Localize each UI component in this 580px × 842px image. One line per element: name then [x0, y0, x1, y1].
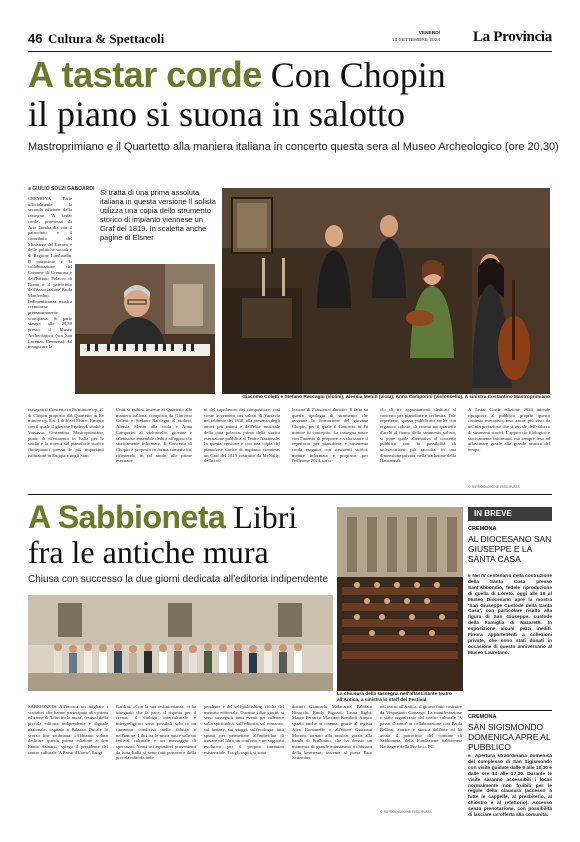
briefs-divider	[468, 710, 552, 711]
article1-col1-top: CREMONA Parte ufficialmente la seconda edizione della rassegna 'A tastar corde', promossa da Arte Lombardia con il patrocinio e il contributo del Ministero del Lavoro e delle politiche sociali e di Regione Lombardia. Il patrocinio e la collaborazione del Comune di Cremona e dell'Istituto Polacco di Roma e il patrocinio dell'Associazione Paola Manfredini. Indimenticanza musica cremonese prematuramente scomparsa. Si parte stasera alle 20,30 presso il Museo Archeologico (via San Lorenzo, Cremona). Ad inaugurare la	[28, 196, 72, 350]
brief1-text: Nel IV centenario della costruzione della Santa Casa presso Sant'Abbondio, fedele riproduzione di quella di Loreto, oggi alle 18 al Museo Diocesano apre la mostra 'San Giuseppe Custode della Santa Casa', con particolare risalto alla figura di San Giuseppe, custode della Famiglia di Nazareth. In esposizione alcuni pezzi inediti. Finora appartenenti a collezioni private, che sono stati donati in occasione di questo anniversario al Museo Lauretano.	[468, 574, 552, 656]
brief2-bullet-icon: ■	[468, 754, 475, 759]
article2-col2: Gardini. «Con la sua testimonianza, ci ha insegnato che la pace, il rispetto per il creato, il dialogo interculturale e intergreligioso sono possibili solo in un cammino condiviso nella fiducia e nell'amore. Libri tra le mura nasce solo un festival culturale e un messaggio di speranza». Venti sei espositori provenienti da tutta Italia si sono fatti portavoce della piccola editoria indi-	[116, 704, 196, 761]
briefs-header-label: IN BREVE	[474, 509, 512, 518]
article2-photo-caption: La chiusura della rassegna nell'affascinante teatro all'Antica, a sinistra lo staff del Festival	[337, 692, 452, 703]
article1-col6: A Tastar Corde edizione 2024 intende riproporre al pubblico proprio questo contesto esecutivo, reso ancor più vivo da un'interpretazione che si avvale dell'utilizzo di strumenti storici. L'approccio filologico e storicamente informato, ma sempre teso ad affascinare grazie alla grande musica del tempo.	[468, 407, 550, 452]
article1-subtitle: Mastroprimiano e il Quartetto alla maniera italiana in concerto questa sera al Museo Archeologico (ore 20,30)	[28, 141, 559, 153]
brief2-title: SAN SIGISMONDO DOMENICA APRE AL PUBBLICO	[468, 722, 551, 752]
brief2-text: Apertura straordinaria domenica del complesso di San Sigismondo con visite guidate dalle 9 alle 10,30 e dalle ore 14 alle 17,30. Durante le visite saranno accessibili i locali normalmente non fruibili per le regole della clausura (accesso a tutte le cappelle, al presbiterio, al chiostro e al refettorio). Accesso senza prenotazione, con possibilità di lasciare un'offerta alla comunità.	[468, 754, 552, 819]
article1-reproduction-note: © RIPRODUZIONE RISERVATA	[468, 485, 520, 489]
byline-icon: ■	[28, 186, 32, 192]
article2-col4: distinti Giancarlo Malacarne, Fabrizio Binacchi, Emily Pigozzi, Laura Righi, Mauro Ferrari e Massimo Bondioli. Ampio spazio anche ai cinema, grazie al regista Alex Romanello e all'attore Giacomo Moroni, tornato alla musica, grazie alla banda di Pralboino, che ha donato un momento di grande entusiasmo a chiusura della kermesse, assieme al poeta Ezio Settembri,	[292, 704, 372, 761]
article2-col1: SABBIONETA All'incirca un migliaio i visitatori che hanno partecipato alla prima edizione di 'Libri tra le mura', festival della piccola editoria indipendente e digitale nazionale, ospitata a Palazzo Ducale lo scorso fine settimana. «Abbiamo voluto dedicare questa prima edizione a don Ennio Asinari», spiega il presidente del centro culturale 'A Passo d'Uomo', Luigi	[28, 704, 108, 755]
header-date: 13 SETTEMBRE 2024	[392, 38, 440, 43]
quartet-photo	[222, 188, 550, 394]
brief2-place: CREMONA	[468, 714, 497, 720]
article2-col3: pendente e del self-publishing, ricche del mercato editoriale. Durante i due giorni, si sono susseguiti tanti eventi per riflettere sulla spiritualità, sull'editoria, sul romanzo, sul fantasy, sui viaggi, sull'ecologia: tutti spunti per permettere all'individuo di trovare nel libro un conforto e un supporto evolutivo per il proprio cammino esistenziale. Tra gli ospiti, si sono	[204, 704, 284, 755]
article2-reproduction-note: © RIPRODUZIONE RISERVATA	[380, 810, 432, 814]
brief1-title: AL DIOCESANO SAN GIUSEPPE E LA SANTA CASA	[468, 534, 552, 564]
headline-line2: il piano si suona in salotto	[28, 94, 405, 134]
festival-staff-photo	[28, 595, 333, 691]
article2-col5: nel teatro all'Antica, il giorno fatto costruire da Vespasiano Gonzaga. La manifestazione è stato organizzato dal centro culturale 'A passo d'uomo' in collaborazione con Paola Belloni, autrice e storica dell'arte ed ha avuto il patrocinio del comune di Sabbioneta, della Fondazione Sabbioneta Heritage e della Pro loco. PC	[380, 704, 462, 749]
article1-photo-caption: Giacomo Coletti e Stefano Raccagni (violini), Alessia Menin (viola), Anna Camporini (violoncello). A sinistra Costantino Mastroprimiano	[242, 395, 550, 400]
article2-kicker: A Sabbioneta	[28, 499, 226, 535]
page-number: 46	[28, 31, 43, 46]
article2-subtitle: Chiusa con successo la due giorni dedicata all'editoria indipendente	[28, 574, 328, 585]
article1-headline	[28, 56, 558, 134]
article1-col4: lezione di Francesco Zanotto. Il fatto su questa tipologia di strumento che avvenne la formazione del giovane Chopin, per il quale il Concerto in Fa minore fu concepito. La rassegna nasce con l'intento di proporre e valorizzare il repertorio per pianoforte e strumenta corda eseguito con strumenti storici, mentre informata e proposto, per l'edizione 2024, un ci-	[292, 407, 368, 464]
pullquote: Si tratta di una prima assoluta italiana in questa versione Il solista utilizza una copia dello strumento storico di impianto viennese un Graf del 1819. In scaletta anche pagine di Elsner	[100, 188, 216, 242]
article1-col5: clo di tre appuntamenti dedicati al concerto per pianoforte e orchestra. Tale repertorio, spesso pubblicato anche con organico ridotto, di norma un quartetto d'archi al fianco dello strumento solista, si pone quale alternativa al concerto pubblico con la possibilità di un'esecuzione più raccolta, in una dimensione privata, nella tradizione della Hausmusik.	[380, 407, 456, 464]
header-weekday: VENERDÌ	[418, 31, 440, 36]
page-header	[28, 30, 552, 50]
headline-line1: Con Chopin	[270, 55, 446, 95]
brief1-body	[468, 574, 552, 706]
briefs-column	[468, 507, 552, 822]
staff-illustration	[28, 595, 333, 691]
newspaper-logo: La Provincia	[472, 29, 552, 45]
article1-col3: ni del capolavoro del compositore, così come avvennero nei salotti di Varsavia nel febbraio del 1830, alla presenza degli amici più intimi e dell'élite musicale della città polacca, prima della storica esecuzione pubblica al Teatro Nazionale. In questa versione e con una copia del pianoforte storico di impianto viennese, un Graf del 1819 costruito da McNulty, della col-	[204, 407, 280, 464]
theatre-illustration	[337, 507, 463, 691]
byline-author: GIULIO SOLZI GABOARDI	[32, 186, 95, 192]
headline-kicker: A tastar corde	[28, 54, 262, 95]
briefs-header	[468, 507, 552, 521]
brief1-bullet-icon: ■	[468, 574, 473, 579]
section-rule	[28, 494, 552, 495]
header-rule	[28, 51, 552, 52]
article1-col2: Uniti si esibirà insieme al Quartetto alla maniera italiana, composto da Giacomo Coletti e Stefano Raccagni al violino, Alessia Menin alla viola e Anna Camporini al violoncello, giovane e talentuoso ensemble dedito all'approccio storicamente informato. Il Concerto di Chopin è proposto in forma cameristica, riflettendo, in tal modo, alle prime esecuzio-	[116, 407, 192, 464]
brief1-place: CREMONA	[468, 526, 497, 532]
article2-headline-line1: Libri	[233, 499, 298, 535]
section-title: Cultura & Spettacoli	[48, 31, 165, 46]
brief2-body	[468, 754, 552, 820]
article1-col1: rassegna il Concerto in Fa minore op. 21 di Chopin proposto dal Quartetto in Re minore op. 8 n. 1 di Józef Elsner. Ernesto con il quale il giovane Fryderyk studiò a Varsavia. Costantino Mastroprimiano, punto di riferimento in Italia per lo studio e la ricerca sul pianoforte storico (fortepiano) presso le più importanti istituzioni in Europa e negli Stati	[28, 407, 104, 458]
pianist-photo	[75, 264, 215, 394]
pianist-illustration	[75, 264, 215, 394]
quartet-illustration	[222, 188, 550, 394]
byline	[28, 186, 94, 192]
article2-headline-line2: fra le antiche mura	[28, 534, 269, 570]
theatre-photo	[337, 507, 463, 691]
